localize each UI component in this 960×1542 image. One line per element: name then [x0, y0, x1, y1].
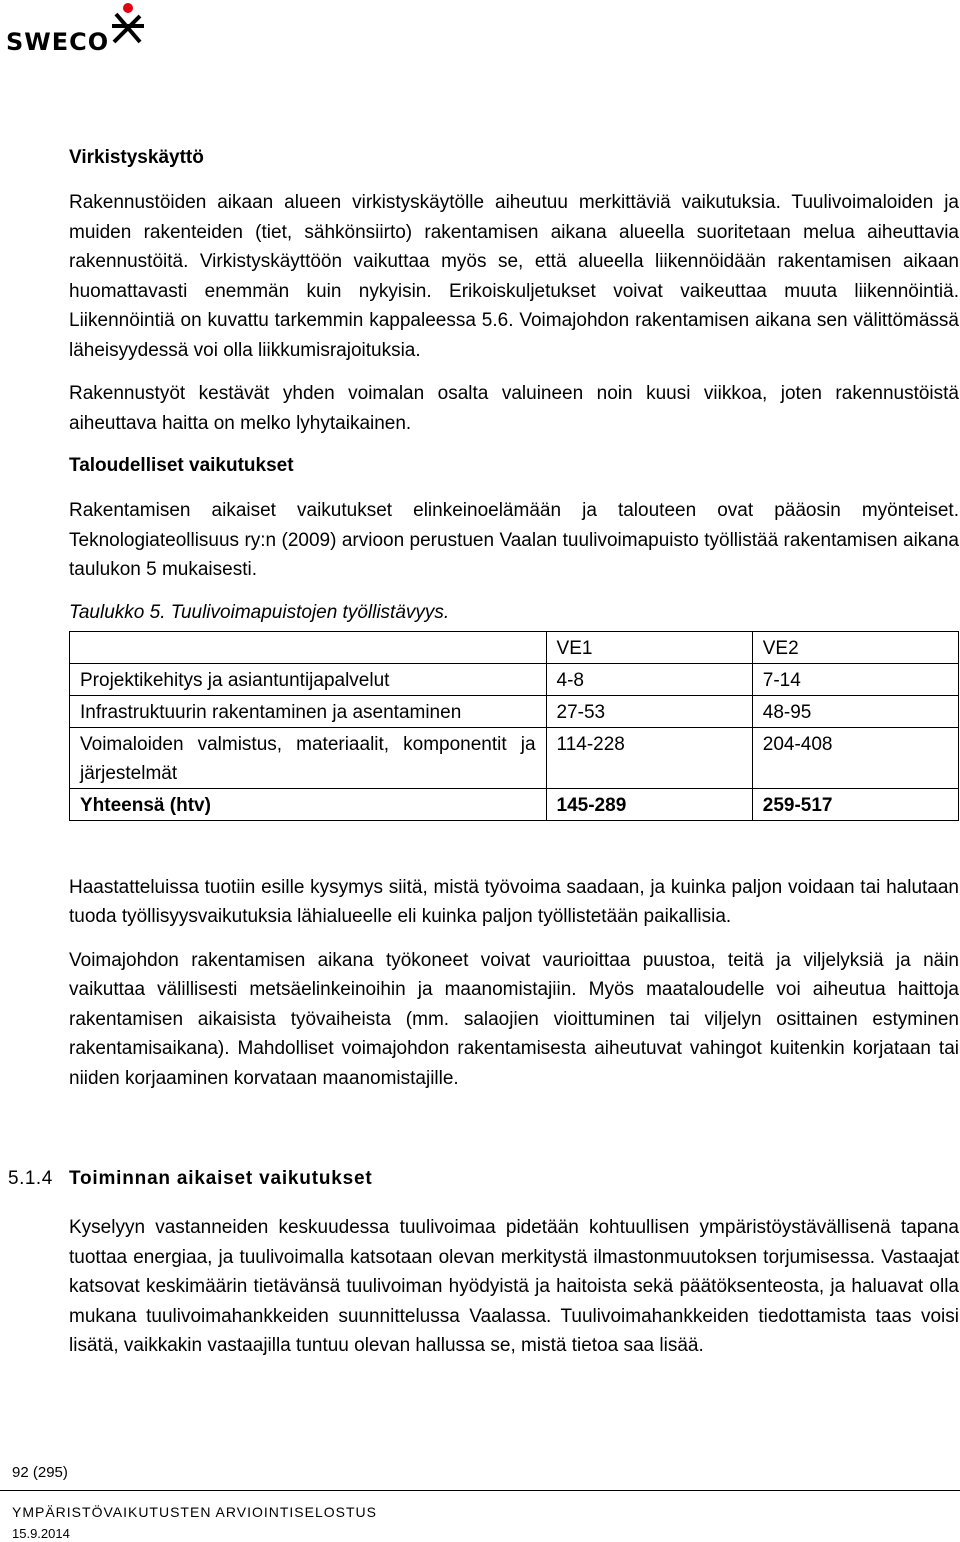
table-header-row: [70, 631, 959, 663]
table-cell: 48-95: [752, 695, 958, 727]
table-cell: 27-53: [546, 695, 752, 727]
paragraph: Rakennustöiden aikaan alueen virkistyskäytölle aiheutuu merkittäviä vaikutuksia. Tuulivoimaloiden ja muiden rakenteiden (tiet, sähkönsiirto) rakentamisen aikana alueella suoritetaan melua aiheuttavia rakennustöitä. Virkistyskäyttöön vaikuttaa myös se, että alueella liikennöidään rakentamisen aikaan huomattavasti enemmän kuin nykyisin. Erikoiskuljetukset voivat vaikeuttaa muuta liikennöintiä. Liikennöintiä on kuvattu tarkemmin kappaleessa 5.6. Voimajohdon rakentamisen aikana sen välittömässä läheisyydessä voi olla liikkumisrajoituksia.: [69, 192, 959, 361]
section-title: Toiminnan aikaiset vaikutukset: [69, 1168, 373, 1189]
sweco-person-icon: [110, 2, 146, 44]
paragraph: Rakentamisen aikaiset vaikutukset elinkeinoelämään ja talouteen ovat pääosin myönteiset. Teknologiateollisuus ry:n (2009) arvioon perustuen Vaalan tuulivoimapuisto työllistää rakentamisen aikana taulukon 5 mukaisesti.: [69, 500, 959, 580]
table-cell: Voimaloiden valmistus, materiaalit, komponentit ja järjestelmät: [70, 727, 547, 788]
table-cell: 259-517: [752, 788, 958, 820]
footer-title: YMPÄRISTÖVAIKUTUSTEN ARVIOINTISELOSTUS: [12, 1504, 377, 1520]
table-cell: Yhteensä (htv): [70, 788, 547, 820]
table-row: [70, 727, 959, 788]
table-header-cell: VE1: [546, 631, 752, 663]
table-cell: Infrastruktuurin rakentaminen ja asentaminen: [70, 695, 547, 727]
table-caption: Taulukko 5. Tuulivoimapuistojen työllistävyys.: [69, 601, 450, 623]
main-content: [69, 146, 959, 1107]
table-cell: 114-228: [546, 727, 752, 788]
table-cell: 204-408: [752, 727, 958, 788]
paragraph: Haastatteluissa tuotiin esille kysymys siitä, mistä työvoima saadaan, ja kuinka paljon voidaan tai halutaan tuoda työllisyysvaikutuksia lähialueelle eli kuinka paljon työllistetään paikallisia.: [69, 876, 959, 927]
table-cell: Projektikehitys ja asiantuntijapalvelut: [70, 663, 547, 695]
paragraph: Kyselyyn vastanneiden keskuudessa tuulivoimaa pidetään kohtuullisen ympäristöystävällisenä tapana tuottaa energiaa, ja tuulivoimalla katsotaan olevan merkitystä ilmastonmuutoksen torjumisessa. Vastaajat katsovat keskimäärin tietävänsä tuulivoiman hyödyistä ja haitoista sekä päätöksenteosta, ja haluavat olla mukana tuulivoimahankkeiden suunnittelussa Vaalassa. Tuulivoimahankkeiden tiedottamista taas voisi lisätä, vaikkakin vastaajilla tuntuu olevan hallussa se, mistä tietoa saa lisää.: [69, 1217, 959, 1356]
table-cell: 7-14: [752, 663, 958, 695]
sweco-logo: [6, 6, 109, 54]
table-total-row: [70, 788, 959, 820]
table-cell: 4-8: [546, 663, 752, 695]
heading-talous: Taloudelliset vaikutukset: [69, 455, 294, 476]
footer-date: 15.9.2014: [12, 1526, 70, 1541]
footer-divider: [0, 1490, 960, 1491]
page-number: 92 (295): [12, 1464, 68, 1481]
heading-virkistys: Virkistyskäyttö: [69, 147, 204, 168]
logo-text: SWECO: [6, 28, 110, 56]
paragraph: Voimajohdon rakentamisen aikana työkoneet voivat vaurioittaa puustoa, teitä ja viljelyksiä ja näin vaikuttaa välillisesti metsäelinkeinoihin ja maanomistajiin. Myös maataloudelle voi aiheutua haittoja rakentamisen aikaisista työvaiheista (mm. salaojien vioittuminen tai viljelyn osittainen estyminen rakentamisaikana). Mahdolliset voimajohdon rakentamisesta aiheutuvat vahingot kuitenkin korjataan tai niiden korjaaminen korvataan maanomistajille.: [69, 949, 959, 1089]
section-5-1-4-content: [69, 1213, 959, 1375]
table-header-cell: VE2: [752, 631, 958, 663]
section-number: 5.1.4: [8, 1168, 53, 1189]
table-row: [70, 663, 959, 695]
table-header-cell: [70, 631, 547, 663]
paragraph: Rakennustyöt kestävät yhden voimalan osalta valuineen noin kuusi viikkoa, joten rakennustöistä aiheuttava haitta on melko lyhytaikainen.: [69, 383, 959, 434]
employment-table: [69, 631, 959, 821]
table-row: [70, 695, 959, 727]
table-cell: 145-289: [546, 788, 752, 820]
